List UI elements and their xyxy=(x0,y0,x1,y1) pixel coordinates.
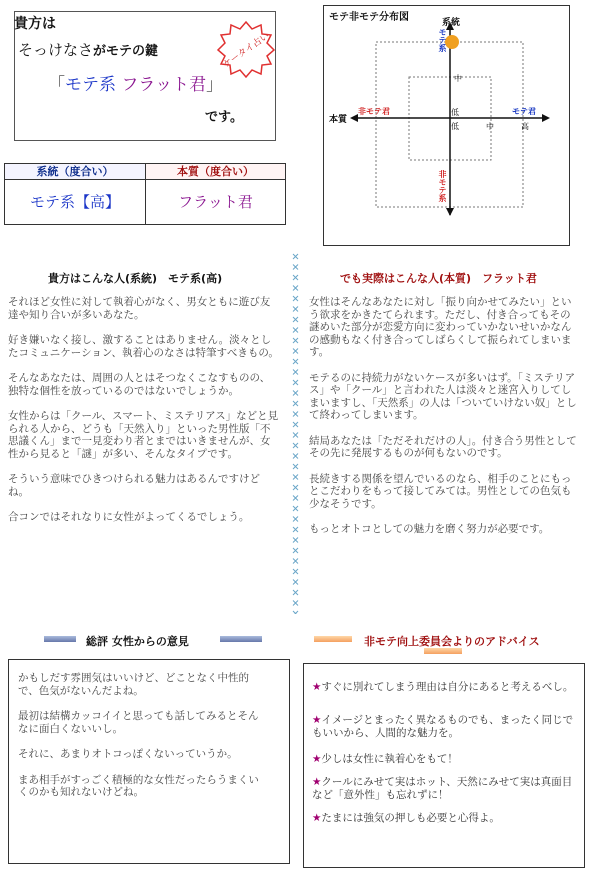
opinion-bar-left xyxy=(44,636,76,642)
opinion-paragraph: それに、あまりオトコっぽくないっていうか。 xyxy=(18,748,238,760)
close-quote: 」 xyxy=(206,75,224,95)
opinion-bar-right xyxy=(220,636,262,642)
advice-item xyxy=(312,776,580,801)
table-value-essence: フラット君 xyxy=(178,193,253,211)
distribution-map xyxy=(323,5,570,246)
left-paragraph: そんなあなたは、周囲の人とはそつなくこなすものの、独特な個性を放っているのではないでしょうか。 xyxy=(8,372,271,397)
map-top-label: 系統 xyxy=(442,18,461,28)
himote-horizontal-label: 非モテ君 xyxy=(358,107,390,116)
left-paragraph: 女性からは「クール、スマート、ミステリアス」などと見られる人から、どうも「天然入り」といった男性版「不思議くん」まで一見変わり者とまではいきませんが、女性から見ると「謎」が多い、そんなタイプです。 xyxy=(8,410,279,460)
x-arrow-right xyxy=(542,114,550,122)
right-paragraph: 長続きする関係を望んでいるのなら、相手のことにもっとこだわりをもって接してみては。男性としての色気も少なそうです。 xyxy=(309,472,572,510)
star-icon: ★ xyxy=(312,812,322,824)
advice-item xyxy=(312,714,580,739)
mote-horizontal-label: モテ君 xyxy=(512,107,536,116)
result-line2 xyxy=(18,39,158,60)
mote-vertical-label: モテ系 xyxy=(438,28,447,52)
mid-top-tick: 中 xyxy=(454,74,462,83)
advice-item xyxy=(312,681,580,694)
right-paragraph: 女性はそんなあなたに対し「振り向かせてみたい」という欲求をかきたてられます。ただし、付き合ってもその謎めいた部分が恋愛方向に変わっていかないせいかなんの感動もなく付き合ってしばらくして振られてしまいます。 xyxy=(309,296,572,358)
opinion-paragraph: かもしだす雰囲気はいいけど、どことなく中性的で、色気がないんだよね。 xyxy=(18,672,249,697)
star-icon: ★ xyxy=(312,681,322,693)
left-paragraph: 合コンではそれなりに女性がよってくるでしょう。 xyxy=(8,511,250,523)
x-arrow-left xyxy=(350,114,358,122)
star-icon: ★ xyxy=(312,714,322,726)
advice-text: イメージとまったく異なるものでも、まったく同じでもいいから、人間的な魅力を。 xyxy=(312,714,574,739)
result-table xyxy=(4,163,286,225)
result-type-a: モテ系 xyxy=(65,75,116,95)
right-paragraph: もっとオトコとしての魅力を磨く努力が必要です。 xyxy=(309,523,550,535)
map-title: モテ非モテ分布図 xyxy=(329,12,409,23)
advice-box xyxy=(303,663,585,868)
advice-heading: 非モテ向上委員会よりのアドバイス xyxy=(364,635,540,648)
right-paragraph: 結局あなたは「ただそれだけの人」。付き合う男性としてその先に発展するものが何もないのです。 xyxy=(309,434,577,459)
opinion-paragraph: 最初は結構カッコイイと思っても話してみるとそんなに面白くないいし。 xyxy=(18,710,259,735)
advice-item xyxy=(312,812,580,825)
advice-text: たまには強気の押しも必要と心得よ。 xyxy=(321,812,500,824)
y-arrow-down xyxy=(446,208,454,216)
result-line1: 貴方は xyxy=(14,16,56,32)
advice-item xyxy=(312,753,580,766)
fortune-badge-icon xyxy=(216,20,276,78)
result-type-b: フラット君 xyxy=(121,75,207,95)
left-paragraph: 好き嫌いなく接し、激することはありません。淡々としたコミュニケーション、執着心のなさは特筆すべきもの。 xyxy=(8,334,279,359)
low-center-tick: 低 xyxy=(451,108,459,117)
table-header-lineage: 系統（度合い） xyxy=(5,164,146,180)
map-left-label: 本質 xyxy=(329,115,348,125)
advice-text: すぐに別れてしまう理由は自分にあると考えるべし。 xyxy=(321,681,574,693)
mid-right-tick: 中 xyxy=(486,122,494,131)
left-paragraph: そういう意味でひきつけられる魅力はあるんですけどね。 xyxy=(8,473,260,498)
result-line4: です。 xyxy=(205,110,243,125)
low-right-tick: 低 xyxy=(451,122,459,131)
advice-bar-left xyxy=(314,636,352,642)
advice-text: クールにみせて実はホット、天然にみせて実は真面目など「意外性」も忘れずに！ xyxy=(312,776,573,801)
section-divider xyxy=(291,252,301,614)
opinion-box xyxy=(8,659,290,864)
opinion-body xyxy=(18,672,268,812)
right-section-heading: でも実際はこんな人(本質) フラット君 xyxy=(340,272,537,285)
advice-text: 少しは女性に執着心をもて！ xyxy=(321,753,458,765)
result-line2b: がモテの鍵 xyxy=(93,44,159,59)
star-icon: ★ xyxy=(312,753,322,765)
table-header-essence: 本質（度合い） xyxy=(146,164,285,180)
opinion-paragraph: まあ相手がすっごく積極的な女性だったらうまくいくのかも知れないけどね。 xyxy=(18,773,259,798)
divider-crosses xyxy=(291,252,301,614)
star-icon: ★ xyxy=(312,776,322,788)
result-line2a: そっけなさ xyxy=(18,41,94,59)
himote-vertical-label: 非モテ系 xyxy=(438,170,447,202)
result-type xyxy=(48,70,223,95)
left-section-heading: 貴方はこんな人(系統) モテ系(高) xyxy=(48,272,223,285)
opinion-heading: 総評 女性からの意見 xyxy=(86,635,189,648)
left-section-body xyxy=(8,296,280,537)
open-quote: 「 xyxy=(48,75,65,95)
right-paragraph: モテるのに持続力がないケースが多いはず。「ミステリアス」や「クール」と言われた人は淡々と迷宮入りしてしまいますし、「天然系」の人は「ついていけない奴」として終わってしまいます。 xyxy=(309,371,577,421)
high-right-tick: 高 xyxy=(521,122,529,131)
right-section-body xyxy=(309,296,579,549)
left-paragraph: それほど女性に対して執着心がなく、男女ともに遊び友達や知り合いが多いあなた。 xyxy=(8,296,271,321)
table-value-lineage: モテ系【高】 xyxy=(5,180,146,224)
badge-text: ケータイ占い xyxy=(221,31,272,71)
advice-bar-right xyxy=(424,648,462,654)
